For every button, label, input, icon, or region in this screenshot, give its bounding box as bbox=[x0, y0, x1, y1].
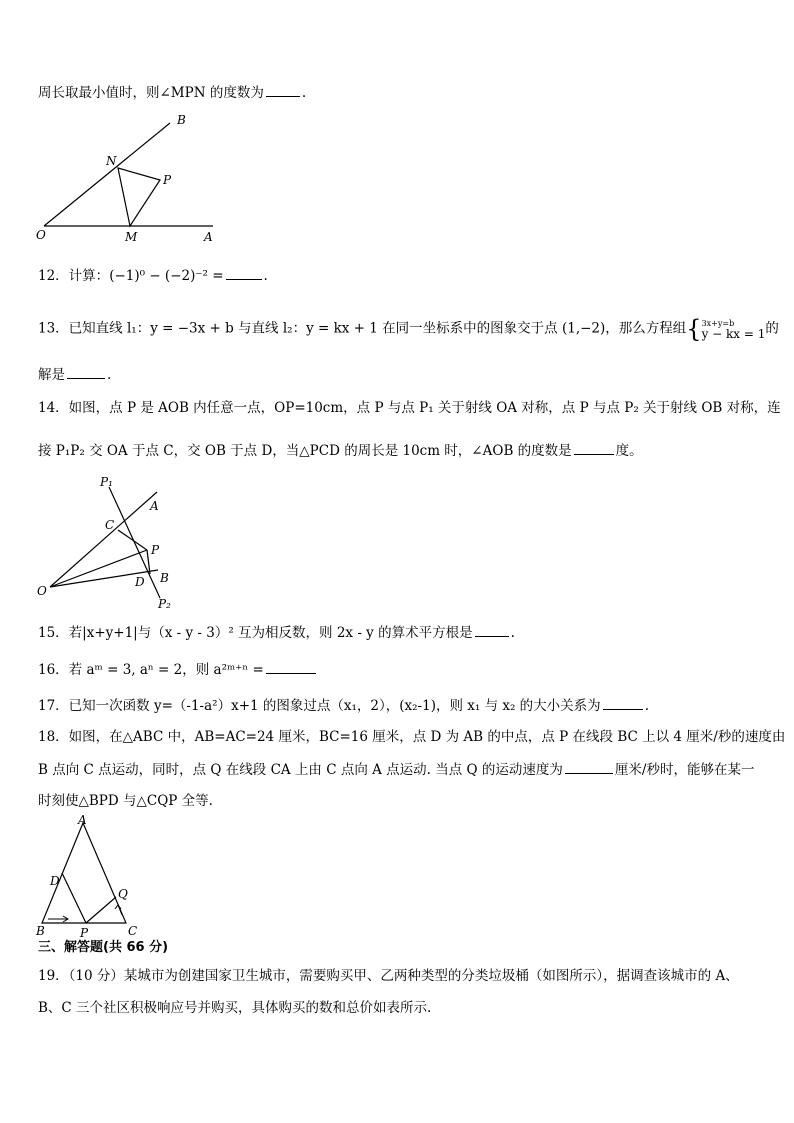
q18-line1: 18．如图，在△ABC 中，AB=AC=24 厘米，BC=16 厘米，点 D 为 AB 的中点，点 P 在线段 BC 上以 4 厘米/秒的速度由 bbox=[38, 729, 786, 745]
q17-text: 17．已知一次函数 y=（-1-a²）x+1 的图象过点（x₁，2），(x₂-1)，则 x₁ 与 x₂ 的大小关系为 bbox=[38, 698, 601, 714]
answer-blank bbox=[266, 82, 300, 97]
q15-blank bbox=[475, 622, 509, 637]
question-12 bbox=[38, 265, 268, 286]
label-b: B bbox=[160, 571, 169, 585]
intro-line bbox=[38, 82, 306, 103]
ray-ob bbox=[44, 123, 170, 226]
q14-line2b: 度。 bbox=[615, 443, 643, 459]
q14-line2a: 接 P₁P₂ 交 OA 于点 C，交 OB 于点 D，当△PCD 的周长是 10cm 时，∠AOB 的度数是 bbox=[38, 443, 572, 459]
q14-blank bbox=[574, 440, 614, 455]
q13-part1: 13．已知直线 l₁：y = −3x + b 与直线 l₂：y = kx + 1 在同一坐标系中的图象交于点 (1,−2)，那么方程组 bbox=[38, 320, 687, 337]
label-b: B bbox=[36, 924, 45, 938]
label-d: D bbox=[50, 874, 60, 888]
q18-line3: 时刻使△BPD 与△CQP 全等. bbox=[38, 793, 213, 809]
q12-expr: (−1)⁰ − (−2)⁻² = bbox=[109, 268, 224, 284]
question-19-line2 bbox=[38, 998, 431, 1018]
question-13-answer bbox=[38, 364, 111, 385]
q13-end: . bbox=[107, 367, 112, 383]
label-q: Q bbox=[118, 887, 128, 901]
equation-system bbox=[702, 318, 766, 340]
intro-text: 周长取最小值时，则∠MPN 的度数为 bbox=[38, 85, 264, 101]
q18-blank bbox=[565, 759, 613, 774]
q16-text: 16．若 aᵐ = 3, aⁿ = 2，则 a²ᵐ⁺ⁿ = bbox=[38, 662, 264, 678]
question-18-line2 bbox=[38, 759, 754, 780]
question-14-line2 bbox=[38, 440, 643, 461]
section-3-text: 三、解答题(共 66 分) bbox=[38, 940, 169, 955]
system-brace: { bbox=[686, 315, 702, 343]
arrowhead-q bbox=[115, 905, 121, 909]
question-19-line1 bbox=[38, 966, 739, 986]
q14-line1: 14．如图，点 P 是 AOB 内任意一点，OP=10cm，点 P 与点 P₁ 关于射线 OA 对称，点 P 与点 P₂ 关于射线 OB 对称，连 bbox=[38, 400, 781, 416]
question-17 bbox=[38, 695, 649, 716]
label-b: B bbox=[177, 113, 186, 127]
q17-blank bbox=[603, 695, 643, 710]
q12-num: 12．计算： bbox=[38, 268, 110, 284]
question-13 bbox=[38, 315, 779, 343]
label-m: M bbox=[125, 230, 138, 244]
label-d: D bbox=[135, 575, 145, 589]
system-top: 3x+y=b bbox=[701, 319, 735, 328]
figure-triangle-abc bbox=[30, 815, 150, 940]
q13-blank bbox=[67, 364, 105, 379]
segment-cp bbox=[118, 530, 147, 550]
segment-dp bbox=[62, 873, 86, 923]
question-15 bbox=[38, 622, 515, 643]
q15-end: . bbox=[510, 625, 515, 641]
q18-line2b: 厘米/秒时，能够在某一 bbox=[614, 762, 755, 778]
triangle-mpn bbox=[118, 168, 160, 226]
label-a: A bbox=[150, 499, 159, 513]
label-c: C bbox=[105, 518, 115, 532]
question-18-line3 bbox=[38, 791, 213, 811]
label-p1: P₁ bbox=[100, 475, 113, 489]
label-p: P bbox=[151, 543, 160, 557]
q13-answer: 解是 bbox=[38, 367, 65, 383]
q18-line2a: B 点向 C 点运动，同时，点 Q 在线段 CA 上由 C 点向 A 点运动. 当点 Q 的运动速度为 bbox=[38, 762, 563, 778]
q17-end: . bbox=[644, 698, 649, 714]
section-3-title bbox=[38, 938, 168, 958]
q19-line2: B、C 三个社区积极响应号并购买，具体购买的数和总价如表所示. bbox=[38, 1000, 432, 1016]
triangle-abc bbox=[42, 823, 126, 923]
question-16 bbox=[38, 659, 318, 680]
question-14-line1 bbox=[38, 398, 781, 418]
question-18-line1 bbox=[38, 727, 785, 747]
q19-line1: 19．（10 分）某城市为创建国家卫生城市，需要购买甲、乙两种类型的分类垃圾桶（如图所示），据调查该城市的 A、 bbox=[38, 968, 739, 984]
q13-part2: 的 bbox=[765, 320, 779, 337]
intro-end: . bbox=[301, 85, 307, 101]
label-a: A bbox=[204, 230, 213, 244]
label-c: C bbox=[128, 924, 138, 938]
label-o: O bbox=[37, 584, 47, 598]
label-a: A bbox=[78, 815, 87, 827]
q15-text: 15．若|x+y+1|与（x - y - 3）² 互为相反数，则 2x - y 的算术平方根是 bbox=[38, 625, 473, 641]
label-p: P bbox=[80, 926, 89, 940]
system-bottom: y − kx = 1 bbox=[701, 327, 766, 341]
q12-end: . bbox=[263, 268, 268, 284]
q16-blank bbox=[266, 659, 316, 674]
q12-blank bbox=[226, 265, 262, 280]
figure-angle-mpn bbox=[30, 108, 230, 248]
label-p: P bbox=[163, 173, 172, 187]
label-o: O bbox=[36, 228, 46, 242]
segment-op bbox=[50, 550, 147, 587]
figure-aob-reflection bbox=[30, 470, 190, 615]
segment-pq bbox=[86, 897, 116, 923]
label-n: N bbox=[106, 154, 117, 168]
label-p2: P₂ bbox=[158, 597, 171, 611]
